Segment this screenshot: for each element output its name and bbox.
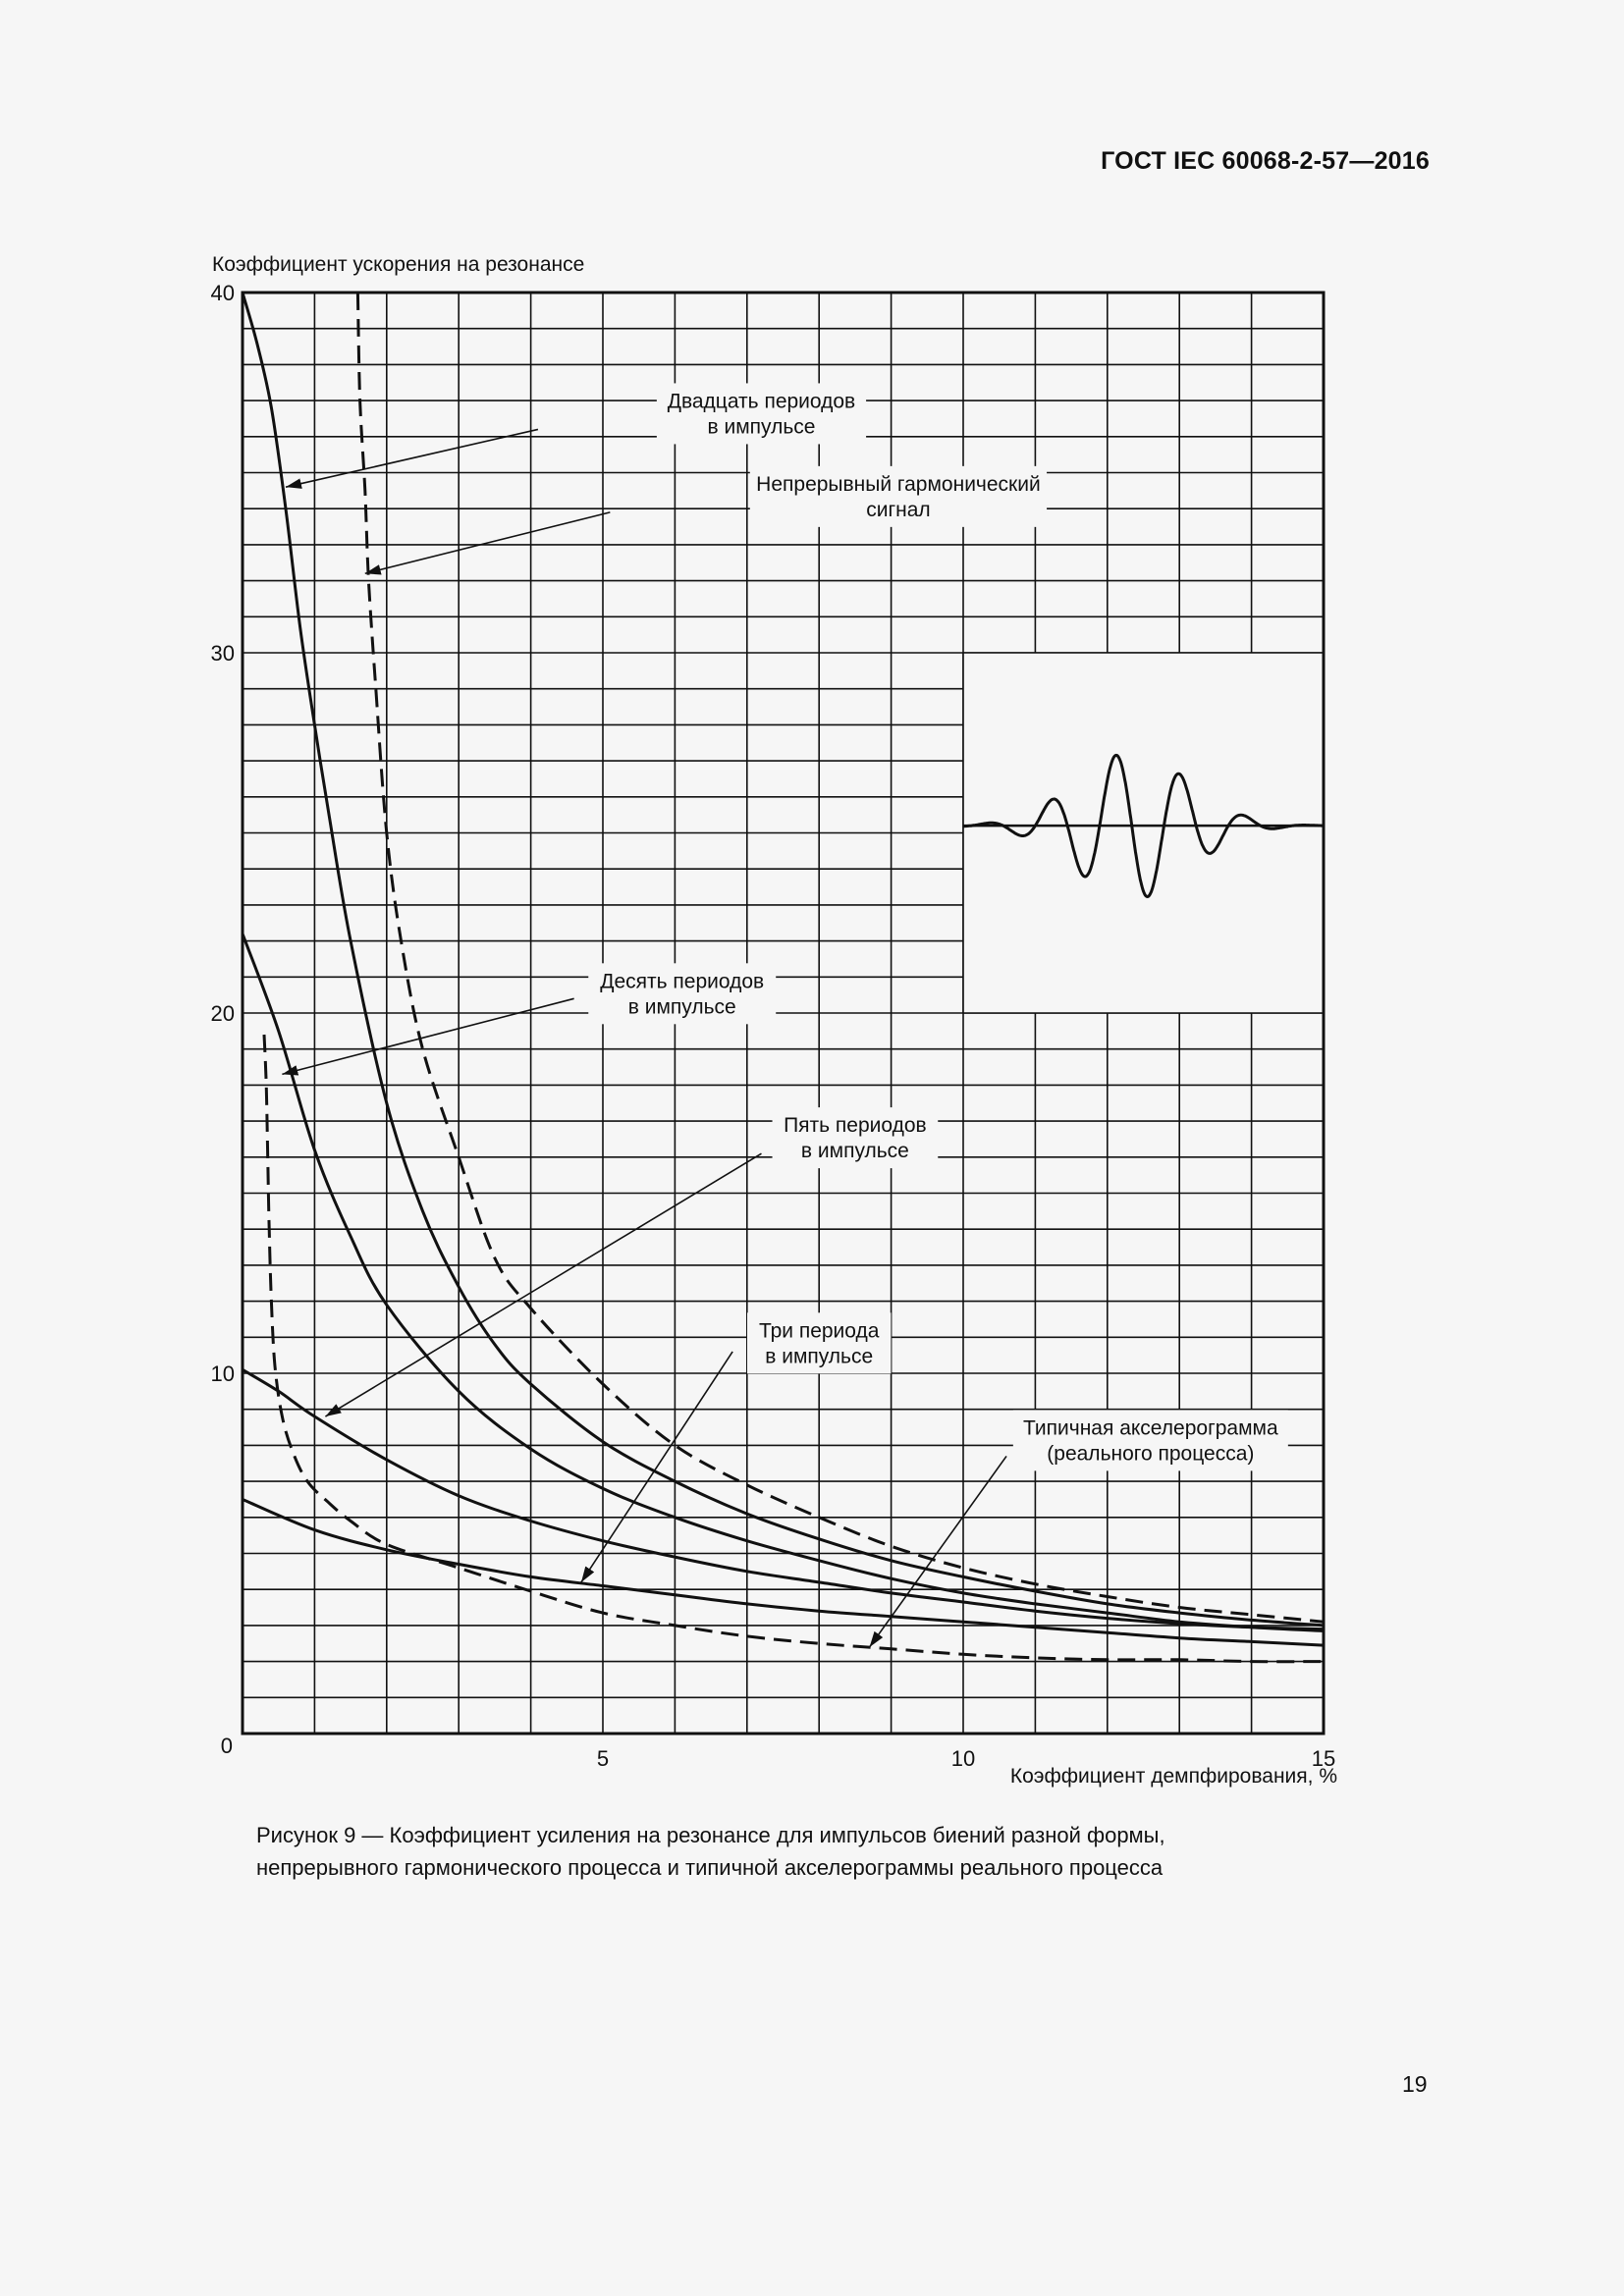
x-tick-label: 10 [950, 1746, 976, 1771]
annotation-text: сигнал [866, 498, 931, 521]
y-axis-label: Коэффициент ускорения на резонансе [212, 253, 585, 276]
annotation-text: в импульсе [765, 1345, 874, 1368]
annotation-text: (реального процесса) [1047, 1442, 1255, 1466]
annotation-ten [282, 963, 776, 1074]
annotation-arrow [870, 1456, 1006, 1647]
annotation-text: Типичная акселерограмма [1023, 1416, 1278, 1440]
y-tick-label: 40 [210, 281, 235, 305]
y-tick-label: 30 [210, 641, 235, 666]
annotation-text: в импульсе [800, 1140, 909, 1163]
annotation-arrow [365, 512, 611, 573]
annotation-three [581, 1312, 891, 1582]
x-tick-label: 15 [1311, 1746, 1336, 1771]
annotation-text: Непрерывный гармонический [756, 472, 1041, 496]
annotation-arrow [286, 429, 538, 487]
annotation-text: в импульсе [707, 415, 816, 439]
x-tick-label: 0 [220, 1734, 233, 1758]
x-axis-label: Коэффициент демпфирования, % [1009, 1765, 1337, 1788]
annotation-continuous [365, 466, 1047, 573]
annotation-text: Десять периодов [600, 970, 765, 993]
page-number: 19 [1402, 2071, 1428, 2097]
document-code: ГОСТ IEC 60068-2-57—2016 [1101, 147, 1430, 175]
x-tick-label: 5 [596, 1746, 610, 1771]
annotation-text: Двадцать периодов [667, 390, 856, 413]
caption-line-2: непрерывного гармонического процесса и типичной акселерограммы реального процесса [256, 1855, 1164, 1880]
caption-line-1: Рисунок 9 — Коэффициент усиления на резонансе для импульсов биений разной формы, [256, 1823, 1165, 1847]
figure-caption [256, 1819, 1385, 1884]
annotation-text: в импульсе [627, 995, 736, 1019]
annotation-text: Пять периодов [784, 1114, 927, 1138]
y-tick-label: 20 [210, 1001, 235, 1026]
annotation-text: Три периода [758, 1319, 880, 1343]
y-tick-label: 10 [210, 1362, 235, 1386]
